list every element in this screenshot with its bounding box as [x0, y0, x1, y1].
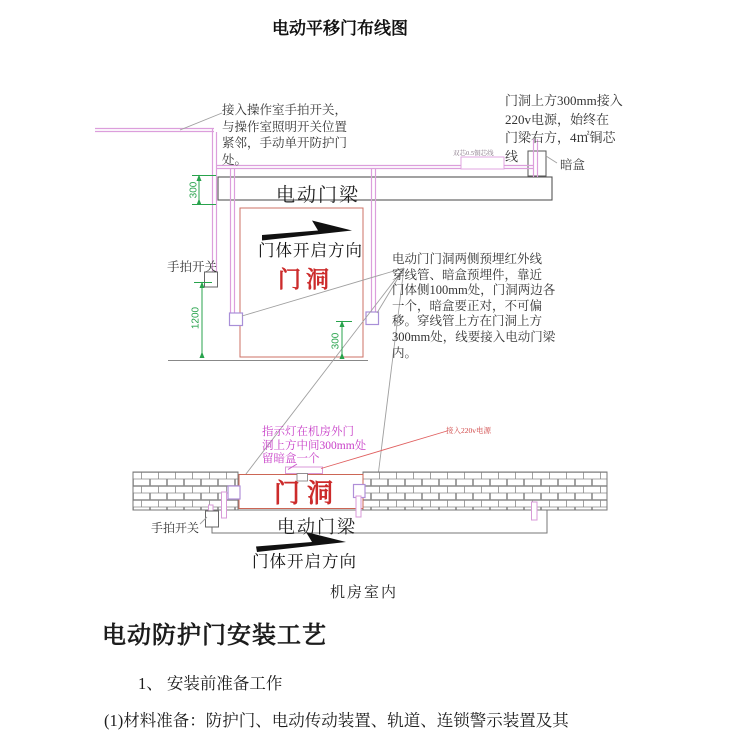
bottom-left-conduit-box — [228, 486, 240, 499]
bottom-direction-label: 门体开启方向 — [252, 552, 357, 571]
top-direction-label: 门体开启方向 — [258, 241, 363, 260]
annotation-power-note: 门洞上方300mm接入 220v电源，始终在 门梁右方，4㎡铜芯 线 — [505, 93, 623, 164]
conduit-strip-right — [532, 502, 538, 520]
indicator-note: 指示灯在机房外门 洞上方中间300mm处 留暗盒一个 — [262, 426, 367, 465]
bottom-beam-box — [212, 510, 547, 533]
annotation-switch-note: 接入操作室手拍开关， 与操作室照明开关位置 紧邻，手动单开防护门 处。 — [222, 103, 348, 167]
dim-beam-offset: 300 — [188, 181, 200, 199]
bottom-switch-box — [206, 511, 219, 527]
wire-tag-box — [461, 157, 504, 169]
top-right-conduit-box — [366, 312, 379, 325]
conduit-strip-left — [222, 492, 227, 518]
top-beam-label: 电动门梁 — [276, 185, 361, 206]
wire-tag-label: 双芯0.5铜芯线 — [453, 150, 494, 157]
section-subheading: 1、 安装前准备工作 — [138, 674, 283, 693]
section-paragraph: (1)材料准备：防护门、电动传动装置、轨道、连锁警示装置及其 — [104, 711, 569, 730]
room-caption: 机房室内 — [330, 585, 399, 601]
dim-switch-height: 1200 — [190, 306, 202, 330]
page-title: 电动平移门布线图 — [272, 19, 408, 38]
top-beam-box — [218, 177, 552, 200]
power-label: 接入220v电源 — [446, 426, 491, 435]
brick-wall-right — [363, 472, 607, 510]
top-left-conduit-box — [230, 313, 243, 326]
annotation-infrared-note: 电动门门洞两侧预埋红外线 穿线管、暗盒预埋件，靠近 门体侧100mm处，门洞两边各 一个，暗盒要正对，不可偏 移。穿线管上方在门洞上方 300mm处，线要接入电动门梁 内。 — [392, 252, 556, 360]
bottom-opening-label: 门洞 — [274, 479, 341, 508]
dim-conduit-offset: 300 — [330, 332, 342, 350]
bottom-beam-label: 电动门梁 — [277, 517, 357, 537]
junction-box-label: 暗盒 — [560, 158, 586, 172]
section-heading: 电动防护门安装工艺 — [102, 623, 327, 649]
top-opening-label: 门洞 — [278, 267, 334, 292]
bottom-switch-label: 手拍开关 — [151, 521, 200, 535]
top-switch-label: 手拍开关 — [167, 260, 218, 274]
